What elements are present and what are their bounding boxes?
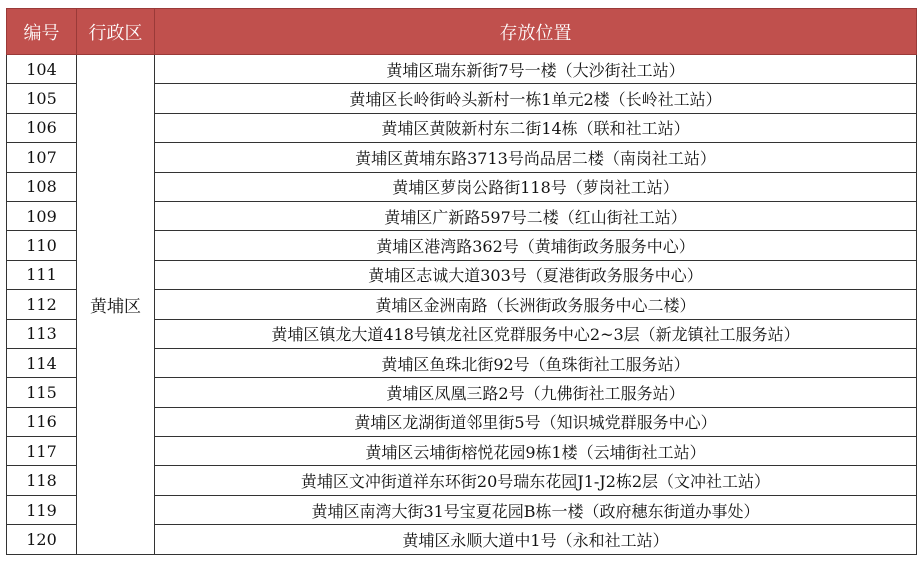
cell-location: 黄埔区金洲南路（长洲街政务服务中心二楼） bbox=[155, 290, 917, 319]
cell-number: 107 bbox=[7, 143, 77, 172]
header-district: 行政区 bbox=[77, 9, 155, 55]
cell-number: 119 bbox=[7, 495, 77, 524]
cell-location: 黄埔区凤凰三路2号（九佛街社工服务站） bbox=[155, 378, 917, 407]
table-header-row bbox=[7, 9, 917, 55]
cell-location: 黄埔区黄陂新村东二街14栋（联和社工站） bbox=[155, 113, 917, 142]
table-row bbox=[7, 55, 917, 84]
cell-location: 黄埔区镇龙大道418号镇龙社区党群服务中心2~3层（新龙镇社工服务站） bbox=[155, 319, 917, 348]
cell-location: 黄埔区南湾大街31号宝夏花园B栋一楼（政府穗东街道办事处） bbox=[155, 495, 917, 524]
cell-location: 黄埔区瑞东新街7号一楼（大沙街社工站） bbox=[155, 55, 917, 84]
header-location: 存放位置 bbox=[155, 9, 917, 55]
cell-number: 111 bbox=[7, 260, 77, 289]
cell-number: 112 bbox=[7, 290, 77, 319]
cell-number: 109 bbox=[7, 201, 77, 230]
cell-location: 黄埔区文冲街道祥东环街20号瑞东花园J1-J2栋2层（文冲社工站） bbox=[155, 466, 917, 495]
cell-number: 104 bbox=[7, 55, 77, 84]
cell-number: 120 bbox=[7, 525, 77, 554]
cell-number: 115 bbox=[7, 378, 77, 407]
cell-number: 118 bbox=[7, 466, 77, 495]
location-table-container bbox=[6, 8, 916, 555]
cell-number: 114 bbox=[7, 348, 77, 377]
cell-location: 黄埔区广新路597号二楼（红山街社工站） bbox=[155, 201, 917, 230]
cell-number: 105 bbox=[7, 84, 77, 113]
cell-number: 113 bbox=[7, 319, 77, 348]
cell-district: 黄埔区 bbox=[77, 55, 155, 555]
cell-location: 黄埔区长岭街岭头新村一栋1单元2楼（长岭社工站） bbox=[155, 84, 917, 113]
cell-number: 117 bbox=[7, 437, 77, 466]
cell-location: 黄埔区云埔街榕悦花园9栋1楼（云埔街社工站） bbox=[155, 437, 917, 466]
cell-location: 黄埔区港湾路362号（黄埔街政务服务中心） bbox=[155, 231, 917, 260]
cell-number: 116 bbox=[7, 407, 77, 436]
cell-location: 黄埔区永顺大道中1号（永和社工站） bbox=[155, 525, 917, 554]
cell-number: 108 bbox=[7, 172, 77, 201]
cell-location: 黄埔区鱼珠北街92号（鱼珠街社工服务站） bbox=[155, 348, 917, 377]
cell-location: 黄埔区志诚大道303号（夏港街政务服务中心） bbox=[155, 260, 917, 289]
cell-location: 黄埔区龙湖街道邻里街5号（知识城党群服务中心） bbox=[155, 407, 917, 436]
cell-number: 106 bbox=[7, 113, 77, 142]
cell-location: 黄埔区萝岗公路街118号（萝岗社工站） bbox=[155, 172, 917, 201]
header-number: 编号 bbox=[7, 9, 77, 55]
table-body bbox=[7, 55, 917, 555]
cell-number: 110 bbox=[7, 231, 77, 260]
cell-location: 黄埔区黄埔东路3713号尚品居二楼（南岗社工站） bbox=[155, 143, 917, 172]
location-table bbox=[6, 8, 917, 555]
